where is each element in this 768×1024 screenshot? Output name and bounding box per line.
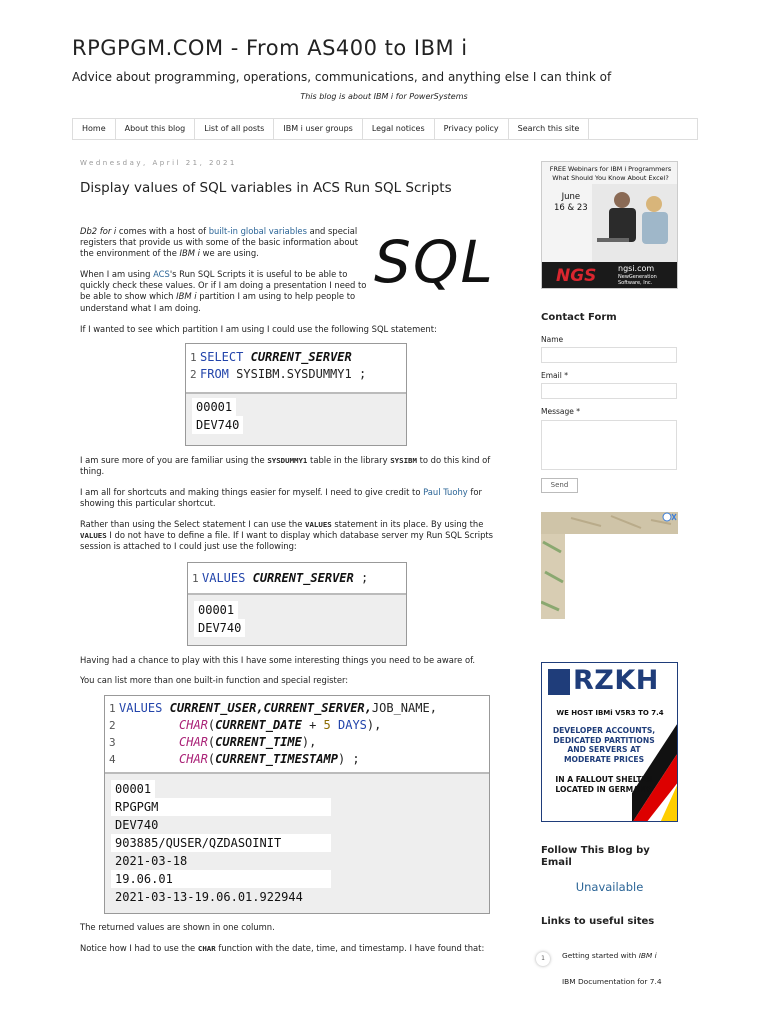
keyword: DAYS <box>330 718 367 732</box>
number: 5 <box>323 718 331 732</box>
ngs-webinar-ad[interactable] <box>541 161 678 289</box>
required-marker: * <box>576 407 581 416</box>
function: CHAR <box>179 735 208 749</box>
text: we are using. <box>199 248 259 259</box>
result-value: 2021-03-18 <box>111 852 331 870</box>
paragraph-acs <box>80 269 370 314</box>
code-inline: VALUES <box>80 531 107 541</box>
ad-url: ngsi.com <box>618 264 655 273</box>
code-line <box>105 700 489 717</box>
identifier: CURRENT_SERVER <box>250 350 352 364</box>
post-title[interactable]: Display values of SQL variables in ACS Run SQL Scripts <box>80 180 452 196</box>
line-number: 3 <box>109 736 116 749</box>
result-value: DEV740 <box>111 816 331 834</box>
laptop <box>597 238 629 242</box>
link-emphasis: IBM i <box>638 951 657 960</box>
code-inline: VALUES <box>305 520 332 529</box>
ad-company <box>618 274 657 286</box>
page-tabs <box>72 118 698 140</box>
terminator: ; <box>353 571 369 585</box>
emphasis: Db2 for i <box>80 226 117 236</box>
result-value: 903885/QUSER/QZDASOINIT <box>111 834 331 852</box>
ad-date: June <box>561 192 581 202</box>
punct: ( <box>207 752 216 766</box>
paragraph-partition: If I wanted to see which partition I am using I could use the following SQL statement: <box>80 324 437 334</box>
name-label: Name <box>541 335 564 344</box>
result-value: DEV740 <box>192 416 243 434</box>
paragraph-intro <box>80 226 370 260</box>
line-number: 4 <box>109 753 116 766</box>
link-global-variables[interactable]: built-in global variables <box>208 226 307 236</box>
text: for showing this particular shortcut. <box>80 487 482 509</box>
code-line <box>105 734 489 751</box>
link-counter-badge: 1 <box>536 952 550 966</box>
text: and special registers that provide us with some of the basic information about the environment of the <box>80 226 359 259</box>
result-header <box>188 601 406 619</box>
text: I am sure more of you are familiar using the <box>80 455 268 465</box>
result-row <box>105 816 489 834</box>
punct: ), <box>366 718 382 732</box>
map-ad-graphic <box>541 512 678 619</box>
rzkh-logo: RZKH <box>573 665 659 696</box>
keyword: FROM <box>200 367 229 381</box>
blog-subtitle: This blog is about IBM i for PowerSystems <box>300 92 468 101</box>
result-row <box>105 870 489 888</box>
rzkh-tagline: WE HOST IBMi V5R3 TO 7.4 <box>556 709 664 717</box>
function: CHAR <box>179 718 208 732</box>
punct: ( <box>207 718 216 732</box>
tab-legal[interactable]: Legal notices <box>363 119 435 139</box>
ad-footer <box>542 262 678 289</box>
map-ad[interactable] <box>541 512 678 619</box>
ad-line: FREE Webinars for IBM i Programmers <box>549 165 672 173</box>
keyword: VALUES <box>119 701 163 715</box>
punct: ), <box>301 735 317 749</box>
code-line <box>105 717 489 734</box>
paragraph-list-more: You can list more than one built-in function and special register: <box>80 675 349 685</box>
code-inline: SYSDUMMY1 <box>267 456 308 465</box>
line-number: 1 <box>192 572 199 585</box>
result-column: 00001 <box>111 780 155 798</box>
text: When I am using <box>80 269 154 279</box>
result-value: 2021-03-13-19.06.01.922944 <box>111 888 331 906</box>
code-inline: CHAR <box>197 944 216 953</box>
paragraph-values <box>80 519 505 553</box>
sql-image: SQL <box>374 228 495 296</box>
text: function with the date, time, and timestamp. I have found that: <box>215 943 485 953</box>
link-ibm-docs[interactable]: IBM Documentation for 7.4 <box>562 977 662 986</box>
text: comes with a host of <box>116 226 209 236</box>
link-getting-started[interactable] <box>562 951 657 960</box>
code-inline: SYSIBM <box>390 456 417 465</box>
ad-dates <box>554 192 588 214</box>
ngs-logo: NGS <box>556 266 597 286</box>
person-body <box>609 208 636 242</box>
paragraph-one-column: The returned values are shown in one column. <box>80 922 275 932</box>
line-number: 1 <box>109 702 116 715</box>
line-number: 2 <box>109 719 116 732</box>
link-text: Getting started with <box>562 951 639 960</box>
result-value: RPGPGM <box>111 798 331 816</box>
sql-screenshot-2 <box>187 562 407 646</box>
result-value: 19.06.01 <box>111 870 331 888</box>
text: Rather than using the Select statement I can use the <box>80 519 306 529</box>
required-marker: * <box>564 371 568 380</box>
paragraph-shortcuts <box>80 487 505 509</box>
label-text: Message <box>541 407 574 416</box>
follow-status: Unavailable <box>575 880 644 894</box>
tab-user-groups[interactable]: IBM i user groups <box>274 119 362 139</box>
punct: ( <box>207 735 216 749</box>
post-date: Wednesday, April 21, 2021 <box>80 159 237 167</box>
paragraph-sysdummy <box>80 455 500 477</box>
sql-screenshot-3 <box>104 695 490 914</box>
result-row <box>105 852 489 870</box>
ad-company-line: NewGeneration <box>618 274 657 280</box>
tab-all-posts[interactable]: List of all posts <box>195 119 274 139</box>
text: I am all for shortcuts and making things easier for myself. I need to give credit to <box>80 487 424 497</box>
identifier: SYSIBM.SYSDUMMY1 ; <box>236 367 367 381</box>
emphasis: IBM i <box>179 248 200 259</box>
tab-home[interactable]: Home <box>73 119 116 139</box>
follow-by-email-title: Follow This Blog by Email <box>541 845 650 868</box>
message-label <box>541 407 580 416</box>
sql-results <box>186 392 406 445</box>
text: Notice how I had to use the <box>80 943 198 953</box>
result-column: 00001 <box>192 398 236 416</box>
blog-title[interactable]: RPGPGM.COM - From AS400 to IBM i <box>72 36 468 60</box>
name-input[interactable] <box>541 347 677 363</box>
ad-headline <box>542 162 678 183</box>
ad-blank-area <box>565 534 678 619</box>
sql-results <box>105 772 489 913</box>
punct: ) ; <box>337 752 360 766</box>
message-textarea[interactable] <box>541 420 677 470</box>
ad-company-line: Software, Inc. <box>618 280 653 286</box>
tab-search[interactable]: Search this site <box>509 119 590 139</box>
function: CHAR <box>179 752 208 766</box>
sql-editor <box>186 344 406 392</box>
identifier: JOB_NAME, <box>371 701 437 715</box>
result-value: DEV740 <box>194 619 245 637</box>
contact-form-title: Contact Form <box>541 312 617 323</box>
ad-date: 16 & 23 <box>554 203 588 213</box>
sql-editor <box>188 563 406 593</box>
sql-results <box>188 593 406 645</box>
code-line <box>105 751 489 768</box>
identifier: CURRENT_TIME <box>215 735 302 749</box>
keyword: VALUES <box>202 571 246 585</box>
result-row <box>105 834 489 852</box>
person-head <box>614 192 630 208</box>
paragraph-aware: Having had a chance to play with this I have some interesting things you need to be aware of. <box>80 655 476 665</box>
ad-people-illustration <box>592 184 678 262</box>
identifier: CURRENT_USER,CURRENT_SERVER, <box>169 701 372 715</box>
tab-privacy[interactable]: Privacy policy <box>435 119 509 139</box>
blog-description: Advice about programming, operations, communications, and anything else I can think of <box>72 70 612 84</box>
paragraph-char-function <box>80 943 500 954</box>
keyword: SELECT <box>200 350 244 364</box>
code-line <box>188 570 406 587</box>
result-column: 00001 <box>194 601 238 619</box>
text: table in the library <box>307 455 391 465</box>
result-row <box>188 619 406 637</box>
result-row <box>105 888 489 906</box>
link-acs[interactable]: ACS <box>153 269 170 279</box>
person-head <box>646 196 662 212</box>
text: I do not have to define a file. If I want to display which database server my Run SQL Scripts session is attached to I could just use the following: <box>80 530 494 552</box>
text: to do this kind of thing. <box>80 455 491 477</box>
email-label <box>541 371 568 380</box>
result-row <box>186 416 406 434</box>
sql-editor <box>105 696 489 772</box>
text: 's Run SQL Scripts it is useful to be able to quickly check these values. Or if I am doing a presentation I need to be able to show which <box>80 269 367 302</box>
rzkh-location: IN A FALLOUT SHELTER LOCATED IN GERMANY. <box>555 775 653 794</box>
person-body <box>642 212 668 244</box>
map-area <box>541 512 678 534</box>
tab-about[interactable]: About this blog <box>116 119 196 139</box>
emphasis: IBM i <box>176 291 197 302</box>
result-header <box>105 780 489 798</box>
line-number: 2 <box>190 368 197 381</box>
code-line <box>186 349 406 366</box>
rzkh-hosting-ad[interactable] <box>541 662 678 822</box>
code-line <box>186 366 406 383</box>
rzkh-logo-icon <box>548 669 570 695</box>
identifier: CURRENT_TIMESTAMP <box>215 752 338 766</box>
email-input[interactable] <box>541 383 677 399</box>
operator: + <box>301 718 324 732</box>
label-text: Email <box>541 371 562 380</box>
rzkh-offer: DEVELOPER ACCOUNTS, DEDICATED PARTITIONS AND SERVERS AT MODERATE PRICES <box>552 726 656 764</box>
text: partition I am using to help people to understand what I am doing. <box>80 291 356 313</box>
ad-line: What Should You Know About Excel? <box>552 174 669 182</box>
identifier: CURRENT_SERVER <box>252 571 354 585</box>
link-paul-tuohy[interactable]: Paul Tuohy <box>423 487 468 497</box>
sql-screenshot-1 <box>185 343 407 446</box>
ad-choices-icon[interactable] <box>663 513 671 521</box>
result-row <box>105 798 489 816</box>
links-title: Links to useful sites <box>541 916 655 927</box>
send-button[interactable]: Send <box>541 478 578 493</box>
text: statement in its place. By using the <box>331 519 484 529</box>
identifier: CURRENT_DATE <box>215 718 302 732</box>
result-header <box>186 398 406 416</box>
line-number: 1 <box>190 351 197 364</box>
